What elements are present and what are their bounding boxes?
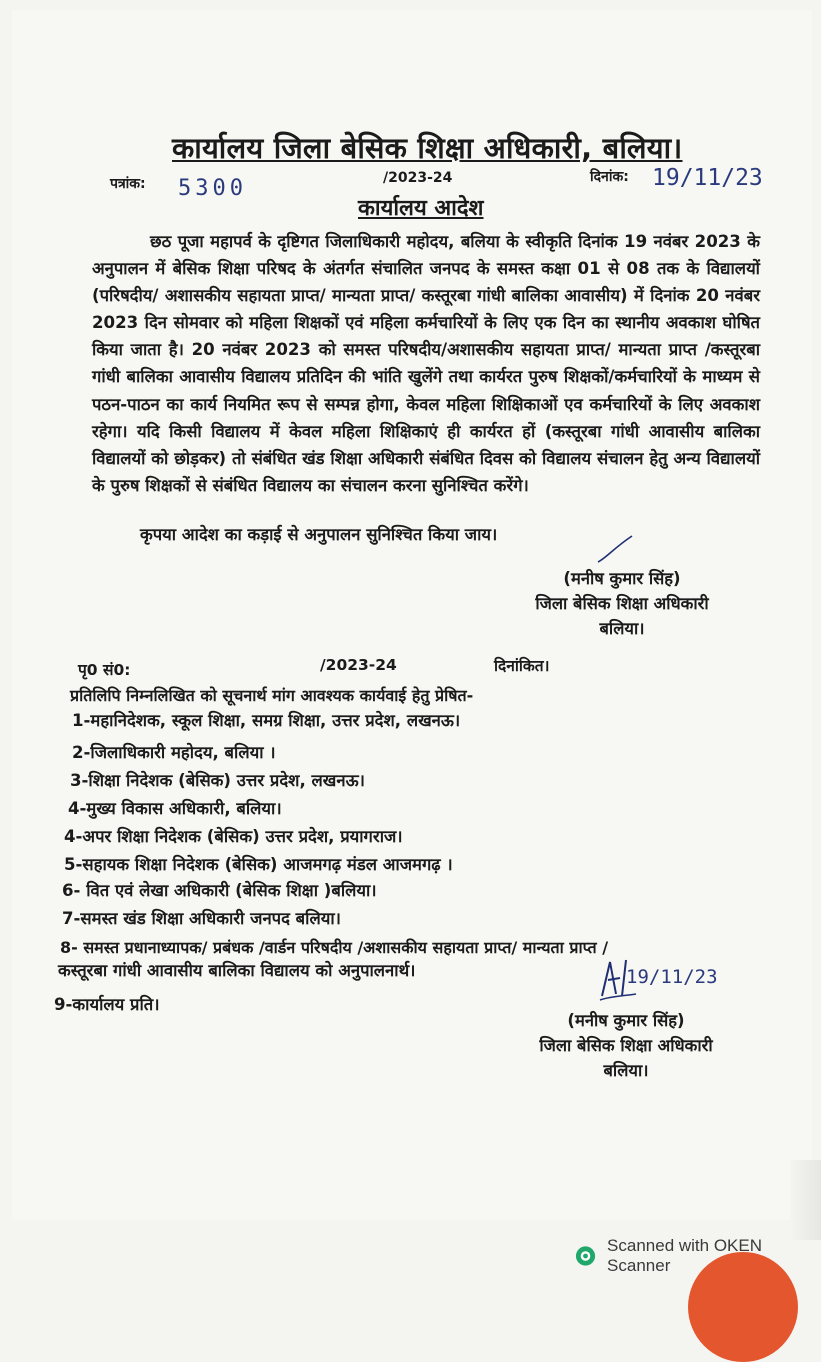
- list-item: 4-मुख्य विकास अधिकारी, बलिया।: [68, 799, 282, 818]
- ref-number: 5300: [178, 176, 247, 201]
- officer-place: बलिया।: [599, 619, 645, 638]
- list-item: 2-जिलाधिकारी महोदय, बलिया ।: [72, 743, 276, 762]
- list-item: 3-शिक्षा निदेशक (बेसिक) उत्तर प्रदेश, लखनऊ।: [70, 771, 365, 790]
- ref-year: /2023-24: [383, 170, 453, 186]
- handwritten-date: 19/11/23: [626, 966, 718, 988]
- floating-action-button[interactable]: [688, 1252, 798, 1362]
- officer-place: बलिया।: [603, 1061, 649, 1080]
- list-item: 9-कार्यालय प्रति।: [54, 995, 160, 1014]
- officer-designation: जिला बेसिक शिक्षा अधिकारी: [535, 594, 709, 613]
- copy-intro: प्रतिलिपि निम्नलिखित को सूचनार्थ मांग आवश्यक कार्यवाई हेतु प्रेषित-: [70, 686, 474, 705]
- signature-block-primary: [512, 566, 732, 641]
- list-item: 5-सहायक शिक्षा निदेशक (बेसिक) आजमगढ़ मंडल आजमगढ़ ।: [64, 855, 453, 874]
- ref-label: पत्रांक:: [110, 176, 146, 192]
- list-item: 7-समस्त खंड शिक्षा अधिकारी जनपद बलिया।: [62, 909, 341, 928]
- copy-ref-label: पृ0 सं0:: [78, 661, 131, 679]
- date-value: 19/11/23: [652, 165, 763, 191]
- scanner-watermark-text: Scanned with OKEN Scanner: [607, 1236, 762, 1275]
- oken-logo-icon: [574, 1244, 597, 1268]
- compliance-request: कृपया आदेश का कड़ाई से अनुपालन सुनिश्चित किया जाय।: [140, 525, 498, 544]
- date-label: दिनांक:: [590, 169, 629, 185]
- signature-block-secondary: [518, 1008, 734, 1083]
- list-item: 6- वित एवं लेखा अधिकारी (बेसिक शिक्षा )बलिया।: [62, 881, 377, 900]
- list-item: 4-अपर शिक्षा निदेशक (बेसिक) उत्तर प्रदेश, प्रयागराज।: [64, 827, 403, 846]
- list-item: कस्तूरबा गांधी आवासीय बालिका विद्यालय को अनुपालनार्थ।: [58, 961, 416, 980]
- copy-date-text: दिनांकित।: [494, 657, 550, 675]
- page-edge-shadow: [790, 1160, 821, 1240]
- order-body-paragraph: छठ पूजा महापर्व के दृष्टिगत जिलाधिकारी महोदय, बलिया के स्वीकृति दिनांक 19 नवंबर 2023 के अनुपालन में बेसिक शिक्षा परिषद के अंतर्गत संचालित जनपद के समस्त कक्षा 01 से 08 तक के विद्यालयों (परिषदीय/ अशासकीय सहायता प्राप्त/ मान्यता प्राप्त/ कस्तूरबा गांधी बालिका आवासीय) में दिनांक 20 नवंबर 2023 दिन सोमवार को महिला शिक्षकों एवं महिला कर्मचारियों के लिए एक दिन का स्थानीय अवकाश घोषित किया जाता है। 20 नवंबर 2023 को समस्त परिषदीय/अशासकीय सहायता प्राप्त/ मान्यता प्राप्त /कस्तूरबा गांधी बालिका आवासीय विद्यालय प्रतिदिन की भांति खुलेंगे तथा कार्यरत पुरुष शिक्षकों/कर्मचारियों के माध्यम से पठन-पाठन का कार्य नियमित रूप से सम्पन्न होगा, केवल महिला शिक्षिकाओं एव कर्मचारियों के लिए अवकाश रहेगा। यदि किसी विद्यालय में केवल महिला शिक्षिकाएं ही कार्यरत हों (कस्तूरबा गांधी आवासीय बालिका विद्यालयों को छोड़कर) तो संबंधित खंड शिक्षा अधिकारी संबंधित दिवस को विद्यालय संचालन हेतु अन्य विद्यालयों के पुरुष शिक्षकों से संबंधित विद्यालय का संचालन करना सुनिश्चित करेंगे।: [92, 232, 760, 495]
- order-heading: कार्यालय आदेश: [358, 196, 484, 221]
- list-item: 8- समस्त प्रधानाध्यापक/ प्रबंधक /वार्डन परिषदीय /अशासकीय सहायता प्राप्त/ मान्यता प्राप्त /: [60, 938, 609, 957]
- officer-designation: जिला बेसिक शिक्षा अधिकारी: [539, 1036, 713, 1055]
- office-title: कार्यालय जिला बेसिक शिक्षा अधिकारी, बलिया।: [172, 131, 683, 165]
- signature-scribble-icon: [596, 534, 636, 566]
- copy-ref-year: /2023-24: [320, 656, 397, 674]
- list-item: 1-महानिदेशक, स्कूल शिक्षा, समग्र शिक्षा, उत्तर प्रदेश, लखनऊ।: [72, 711, 461, 730]
- officer-name: (मनीष कुमार सिंह): [563, 569, 681, 588]
- officer-name: (मनीष कुमार सिंह): [567, 1011, 685, 1030]
